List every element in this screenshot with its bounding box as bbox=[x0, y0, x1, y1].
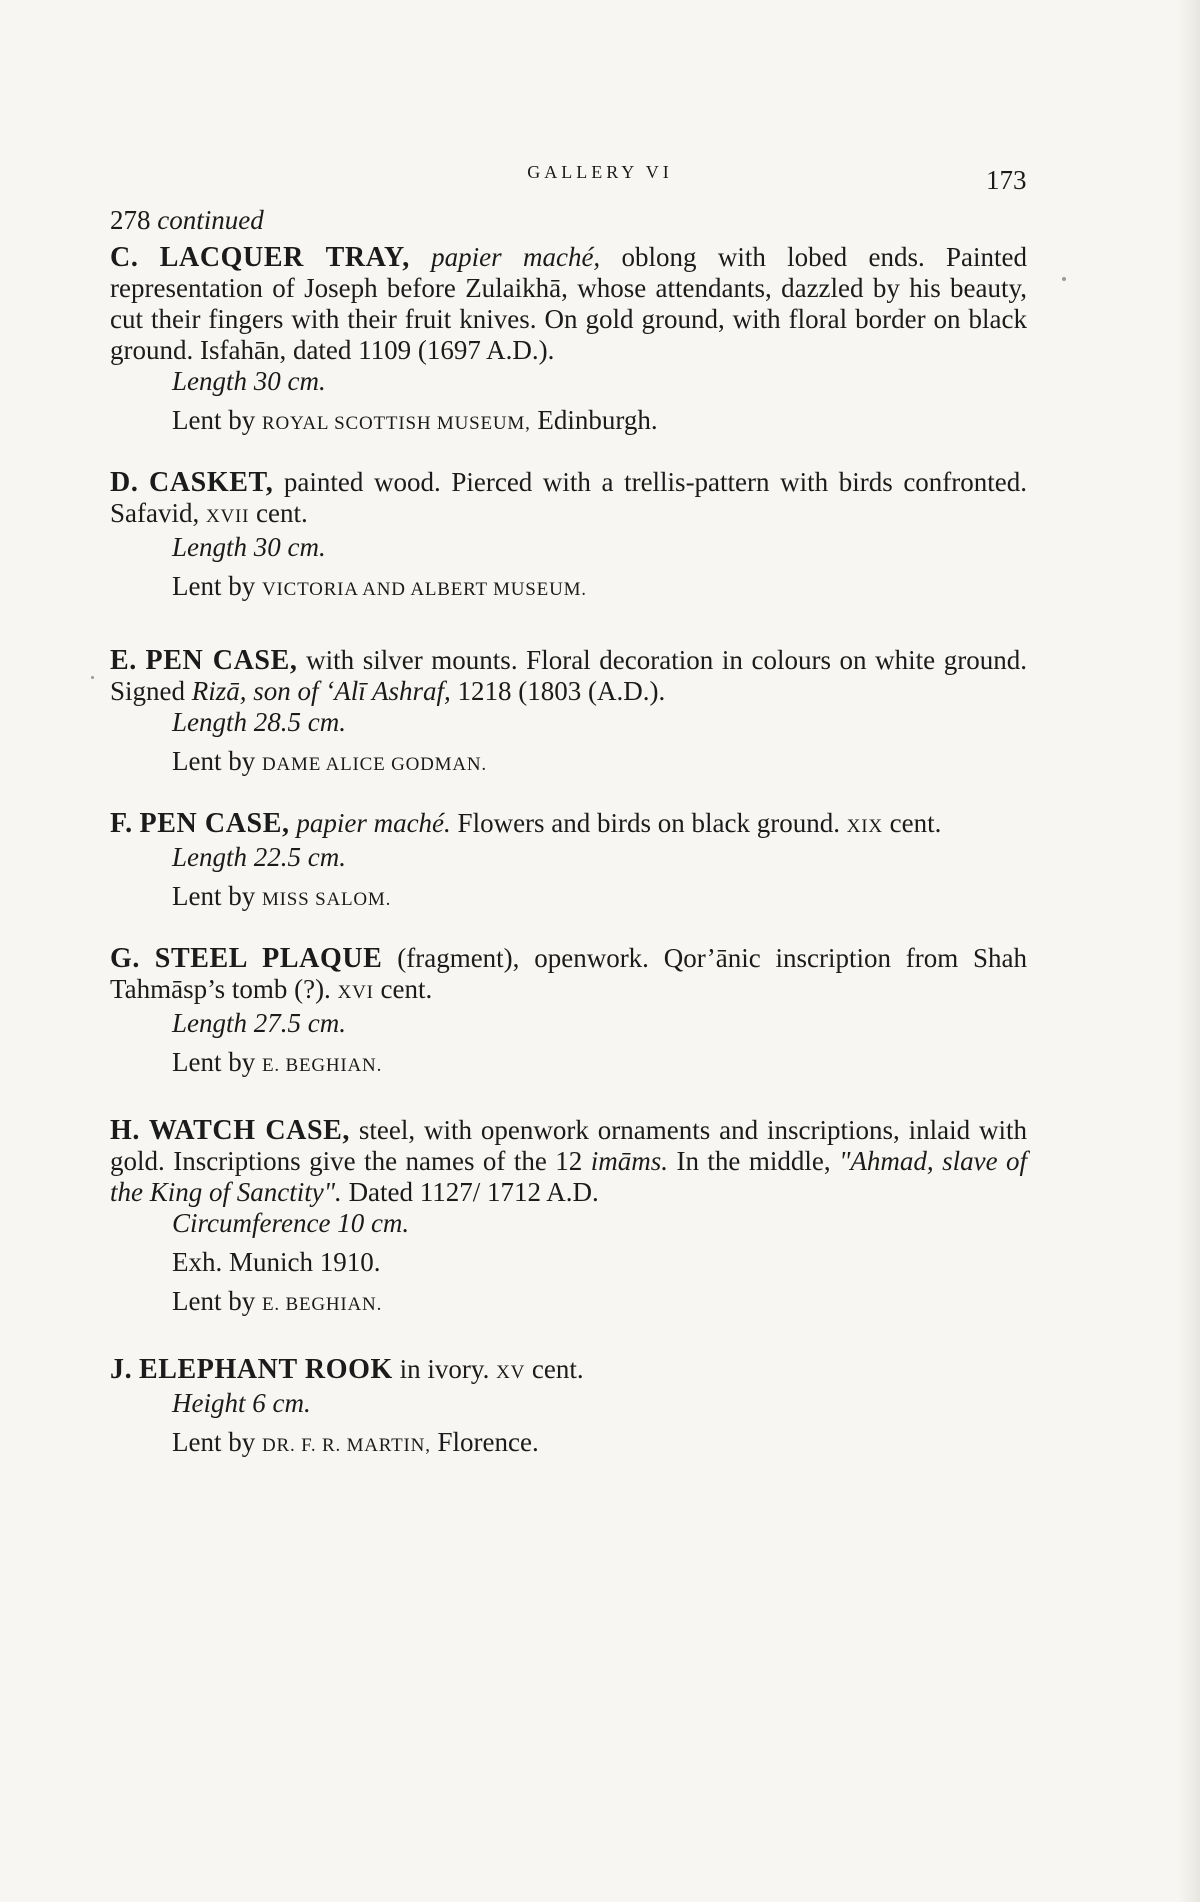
entry-description bbox=[110, 943, 1027, 1008]
entry-century: XVI bbox=[337, 982, 374, 1003]
lender-name: MISS SALOM. bbox=[261, 889, 392, 910]
entry-measurement: Circumference 10 cm. bbox=[172, 1208, 410, 1238]
entry-d bbox=[110, 467, 1027, 605]
entry-description bbox=[110, 645, 1027, 707]
entry-lender bbox=[110, 746, 1027, 780]
entry-text: painted wood. Pierced with a trellis-pattern with birds confronted. Safavid, bbox=[110, 467, 1028, 528]
entry-lender bbox=[110, 1427, 1027, 1461]
entry-title: STEEL PLAQUE bbox=[154, 943, 383, 974]
entry-measurement: Length 27.5 cm. bbox=[172, 1008, 346, 1038]
entry-title: ELEPHANT ROOK bbox=[138, 1354, 393, 1385]
lent-prefix: Lent by bbox=[172, 1047, 256, 1077]
entry-inscription-quote: "Ahmad, slave of the King of Sanctity". bbox=[110, 1146, 1028, 1207]
entry-lender bbox=[110, 881, 1027, 915]
entry-material: papier maché. bbox=[296, 808, 451, 838]
entry-lender bbox=[110, 1286, 1027, 1320]
entry-description bbox=[110, 1115, 1027, 1208]
entry-description bbox=[110, 1354, 1027, 1388]
lent-prefix: Lent by bbox=[172, 1286, 256, 1316]
entry-h bbox=[110, 1115, 1027, 1320]
entry-text: in ivory. bbox=[399, 1354, 490, 1384]
entry-measurement: Length 30 cm. bbox=[172, 532, 326, 562]
lender-name: E. BEGHIAN. bbox=[261, 1055, 383, 1076]
entry-text: oblong with lobed ends. Painted representation of Joseph before Zulaikhā, whose attendants, dazzled by his beauty, cut their fingers with their fruit knives. On gold ground, with floral border on black ground. Isfahān, dated 1109 (1697 A.D.). bbox=[110, 242, 1028, 365]
entry-e bbox=[110, 645, 1027, 780]
continued-label: continued bbox=[157, 205, 264, 235]
entry-letter: E. bbox=[110, 645, 137, 676]
entry-text: cent. bbox=[889, 808, 942, 838]
entry-f bbox=[110, 808, 1027, 915]
entry-c bbox=[110, 242, 1027, 439]
entry-text: Dated 1127/ 1712 A.D. bbox=[348, 1177, 599, 1207]
entry-text: cent. bbox=[256, 498, 308, 528]
entry-title: PEN CASE, bbox=[145, 645, 298, 676]
page-number: 173 bbox=[986, 165, 1027, 195]
lent-prefix: Lent by bbox=[172, 881, 256, 911]
entry-century: XVII bbox=[205, 506, 250, 527]
item-number: 278 bbox=[110, 205, 151, 235]
lender-name: VICTORIA AND ALBERT MUSEUM. bbox=[261, 579, 587, 600]
entry-description bbox=[110, 467, 1027, 532]
entry-text: Flowers and birds on black ground. bbox=[457, 808, 840, 838]
page-edge-shadow bbox=[1178, 0, 1200, 1902]
entry-century: XV bbox=[496, 1362, 526, 1383]
lender-place: Edinburgh. bbox=[537, 405, 658, 435]
lender-name: DAME ALICE GODMAN. bbox=[261, 754, 487, 775]
continued-note bbox=[110, 205, 1027, 236]
entry-text: steel, with openwork ornaments and inscriptions, inlaid with gold. Inscriptions give the names of the 12 bbox=[110, 1115, 1027, 1176]
running-head: GALLERY VI bbox=[527, 162, 673, 182]
entry-material: papier maché, bbox=[431, 242, 601, 272]
entry-text: cent. bbox=[531, 1354, 584, 1384]
entry-j bbox=[110, 1354, 1027, 1461]
entry-lender bbox=[110, 405, 1027, 439]
entry-measurement: Length 22.5 cm. bbox=[172, 842, 346, 872]
entry-letter: G. bbox=[110, 943, 140, 974]
catalogue-text bbox=[110, 205, 1027, 1461]
lender-place: Florence. bbox=[437, 1427, 539, 1457]
entry-text: with silver mounts. Floral decoration in colours on white ground. Signed bbox=[110, 645, 1028, 706]
entry-lender bbox=[110, 1047, 1027, 1081]
entry-text: cent. bbox=[380, 974, 433, 1004]
entry-text: (fragment), openwork. Qor’ānic inscription from Shah Tahmāsp’s tomb (?). bbox=[110, 943, 1028, 1004]
entry-title: CASKET, bbox=[149, 467, 274, 498]
entry-exhibition: Exh. Munich 1910. bbox=[172, 1247, 381, 1277]
lender-name: E. BEGHIAN. bbox=[261, 1294, 383, 1315]
lender-name: ROYAL SCOTTISH MUSEUM, bbox=[261, 413, 531, 434]
entry-title: PEN CASE, bbox=[139, 808, 290, 839]
lent-prefix: Lent by bbox=[172, 571, 256, 601]
entry-measurement: Length 30 cm. bbox=[172, 366, 326, 396]
paper-speck bbox=[1062, 277, 1066, 281]
entry-lender bbox=[110, 571, 1027, 605]
lent-prefix: Lent by bbox=[172, 1427, 256, 1457]
entry-measurement: Height 6 cm. bbox=[172, 1388, 311, 1418]
entry-g bbox=[110, 943, 1027, 1081]
entry-signature: Rizā, son of ‘Alī Ashraf, bbox=[191, 676, 451, 706]
lent-prefix: Lent by bbox=[172, 405, 256, 435]
entry-letter: C. bbox=[110, 242, 139, 273]
entry-measurement: Length 28.5 cm. bbox=[172, 707, 346, 737]
paper-speck bbox=[91, 676, 94, 679]
entry-description bbox=[110, 808, 1027, 842]
entry-letter: D. bbox=[110, 467, 139, 498]
entry-title: WATCH CASE, bbox=[148, 1115, 351, 1146]
entry-letter: F. bbox=[110, 808, 133, 839]
entry-term: imāms. bbox=[590, 1146, 669, 1176]
entry-description bbox=[110, 242, 1027, 366]
lender-name: DR. F. R. MARTIN, bbox=[261, 1435, 431, 1456]
entry-title: LACQUER TRAY, bbox=[159, 242, 410, 273]
entry-text: 1218 (1803 (A.D.). bbox=[457, 676, 666, 706]
entry-letter: J. bbox=[110, 1354, 133, 1385]
lent-prefix: Lent by bbox=[172, 746, 256, 776]
entry-century: XIX bbox=[846, 816, 883, 837]
entry-letter: H. bbox=[110, 1115, 140, 1146]
entry-text: In the middle, bbox=[676, 1146, 831, 1176]
